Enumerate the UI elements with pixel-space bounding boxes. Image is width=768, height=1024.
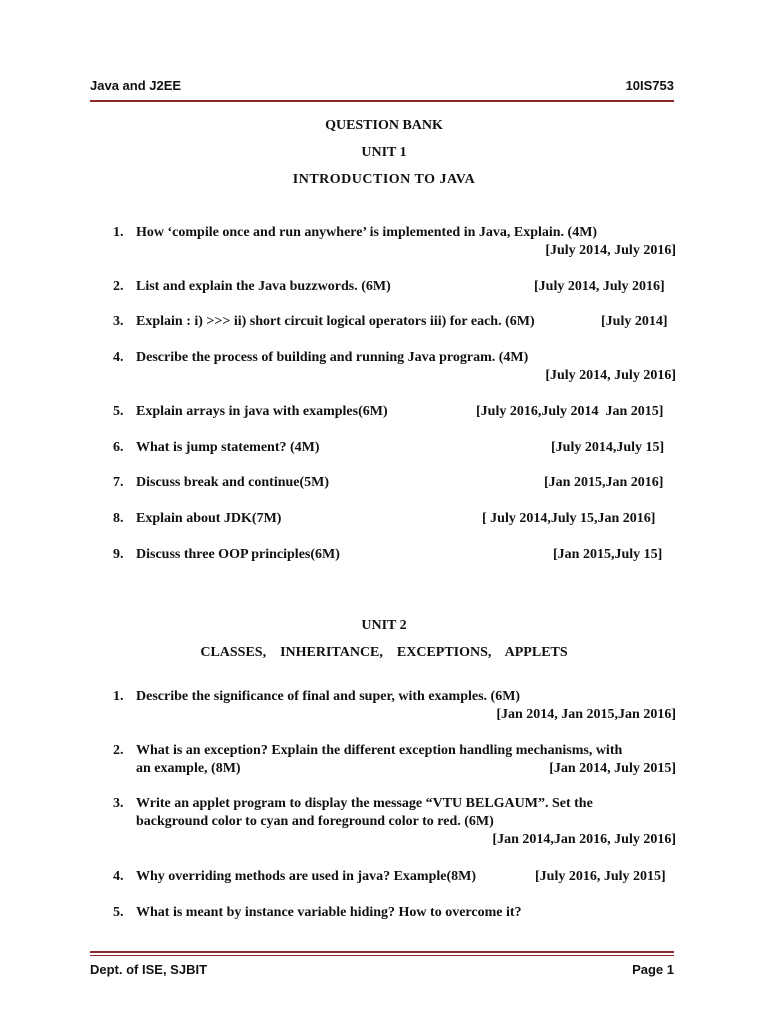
unit2-heading: UNIT 2 — [361, 618, 407, 633]
page-number: Page 1 — [632, 962, 674, 977]
header-course: Java and J2EE — [90, 78, 182, 93]
footer-rule-thin — [90, 955, 674, 956]
header-rule — [90, 100, 674, 102]
page-header — [90, 78, 674, 98]
header-code: 10IS753 — [625, 78, 674, 93]
footer-rule-thick — [90, 951, 674, 953]
doc-title: QUESTION BANK — [325, 118, 443, 133]
unit1-title: INTRODUCTION TO JAVA — [292, 172, 476, 187]
unit1-heading: UNIT 1 — [361, 145, 407, 160]
footer-dept: Dept. of ISE, SJBIT — [90, 962, 208, 977]
unit2-title: CLASSES, INHERITANCE, EXCEPTIONS, APPLETS — [200, 645, 568, 660]
